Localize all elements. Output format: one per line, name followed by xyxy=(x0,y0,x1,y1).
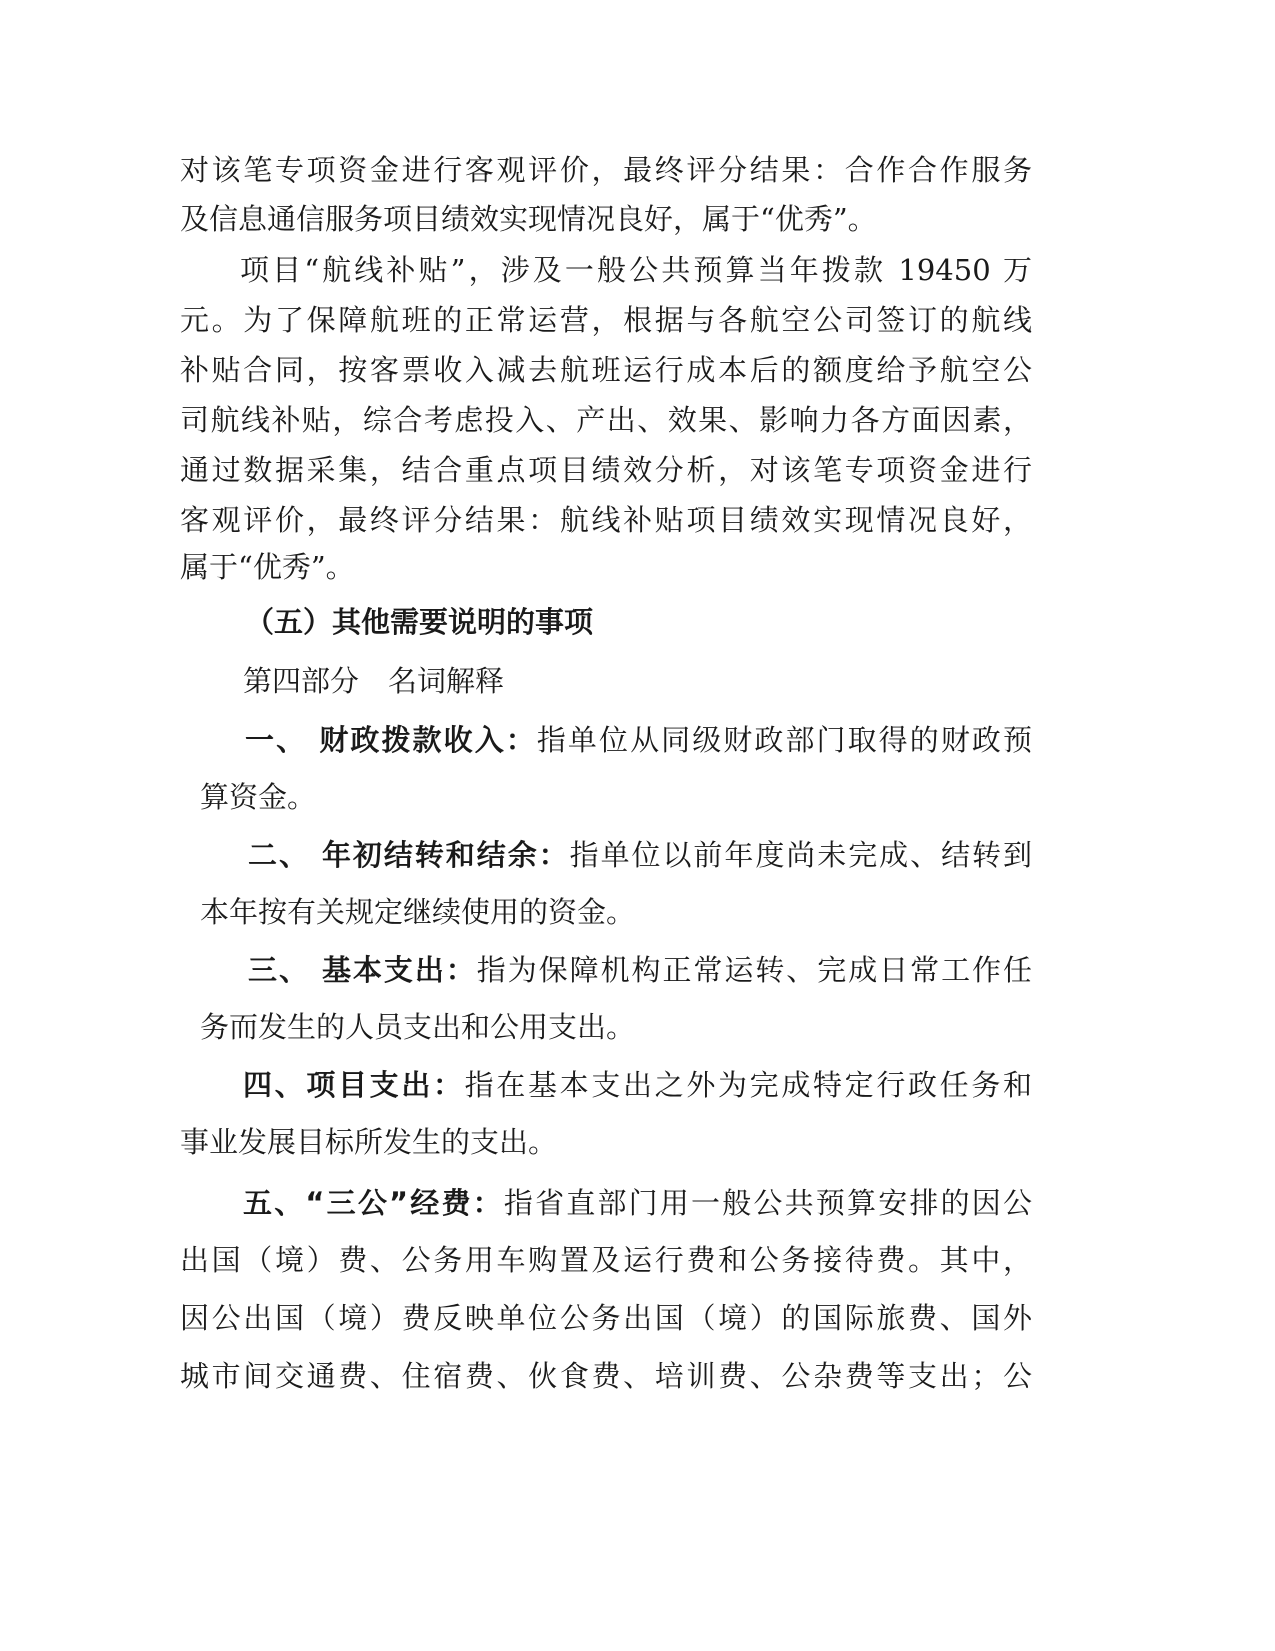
text-run: 务而发生的人员支出和公用支出。 xyxy=(200,1010,636,1044)
term-heading: 四、项目支出： xyxy=(243,1068,465,1102)
text-line xyxy=(180,549,355,585)
text-run: 指单位从同级财政部门取得的财政预 xyxy=(536,723,1032,757)
term-heading: 五、“三公”经费： xyxy=(243,1186,504,1220)
text-run: 及信息通信服务项目绩效实现情况良好，属于“优秀”。 xyxy=(180,202,877,236)
text-run: 指省直部门用一般公共预算安排的因公 xyxy=(503,1186,1032,1220)
text-line xyxy=(248,837,1032,873)
text-run: 元。为了保障航班的正常运营，根据与各航空公司签订的航线 xyxy=(180,303,1032,337)
text-run: 指在基本支出之外为完成特定行政任务和 xyxy=(464,1068,1032,1102)
term-heading: 一、 财政拨款收入： xyxy=(245,723,537,757)
text-line xyxy=(243,663,504,699)
text-line xyxy=(248,952,1032,988)
text-run: 项目“航线补贴”，涉及一般公共预算当年拨款 19450 万 xyxy=(240,253,1032,287)
text-line xyxy=(200,779,316,815)
text-line xyxy=(180,1124,557,1160)
text-run: 算资金。 xyxy=(200,780,317,814)
text-line xyxy=(180,502,1032,538)
text-line xyxy=(240,252,1032,288)
text-run: 本年按有关规定继续使用的资金。 xyxy=(200,895,636,929)
text-run: 事业发展目标所发生的支出。 xyxy=(180,1125,558,1159)
text-line xyxy=(243,1185,1032,1221)
text-line xyxy=(180,1358,1032,1394)
text-run: 指为保障机构正常运转、完成日常工作任 xyxy=(476,953,1032,987)
text-run: 补贴合同，按客票收入减去航班运行成本后的额度给予航空公 xyxy=(180,353,1032,387)
text-line xyxy=(180,452,1032,488)
text-line xyxy=(243,1067,1032,1103)
text-line xyxy=(180,152,1032,188)
text-run: 指单位以前年度尚未完成、结转到 xyxy=(569,838,1032,872)
text-line xyxy=(200,1009,635,1045)
text-line xyxy=(245,722,1032,758)
text-line xyxy=(200,894,635,930)
text-run: 出国（境）费、公务用车购置及运行费和公务接待费。其中， xyxy=(180,1243,1032,1277)
text-line xyxy=(180,1300,1032,1336)
text-run: 对该笔专项资金进行客观评价，最终评分结果：合作合作服务 xyxy=(180,153,1032,187)
term-heading: 二、 年初结转和结余： xyxy=(248,838,570,872)
text-line xyxy=(180,201,877,237)
text-run: 属于“优秀”。 xyxy=(180,550,355,584)
term-heading: 三、 基本支出： xyxy=(248,953,477,987)
text-line xyxy=(180,402,1032,438)
text-line xyxy=(180,1242,1032,1278)
text-run: 司航线补贴，综合考虑投入、产出、效果、影响力各方面因素， xyxy=(180,403,1032,437)
text-run: 通过数据采集，结合重点项目绩效分析，对该笔专项资金进行 xyxy=(180,453,1032,487)
text-run: 第四部分 名词解释 xyxy=(243,664,505,698)
text-run: 客观评价，最终评分结果：航线补贴项目绩效实现情况良好， xyxy=(180,503,1032,537)
text-run: 因公出国（境）费反映单位公务出国（境）的国际旅费、国外 xyxy=(180,1301,1032,1335)
text-run: 城市间交通费、住宿费、伙食费、培训费、公杂费等支出；公 xyxy=(180,1359,1032,1393)
term-heading: （五）其他需要说明的事项 xyxy=(245,605,594,639)
text-line xyxy=(180,302,1032,338)
text-line xyxy=(180,352,1032,388)
text-line xyxy=(245,604,593,640)
